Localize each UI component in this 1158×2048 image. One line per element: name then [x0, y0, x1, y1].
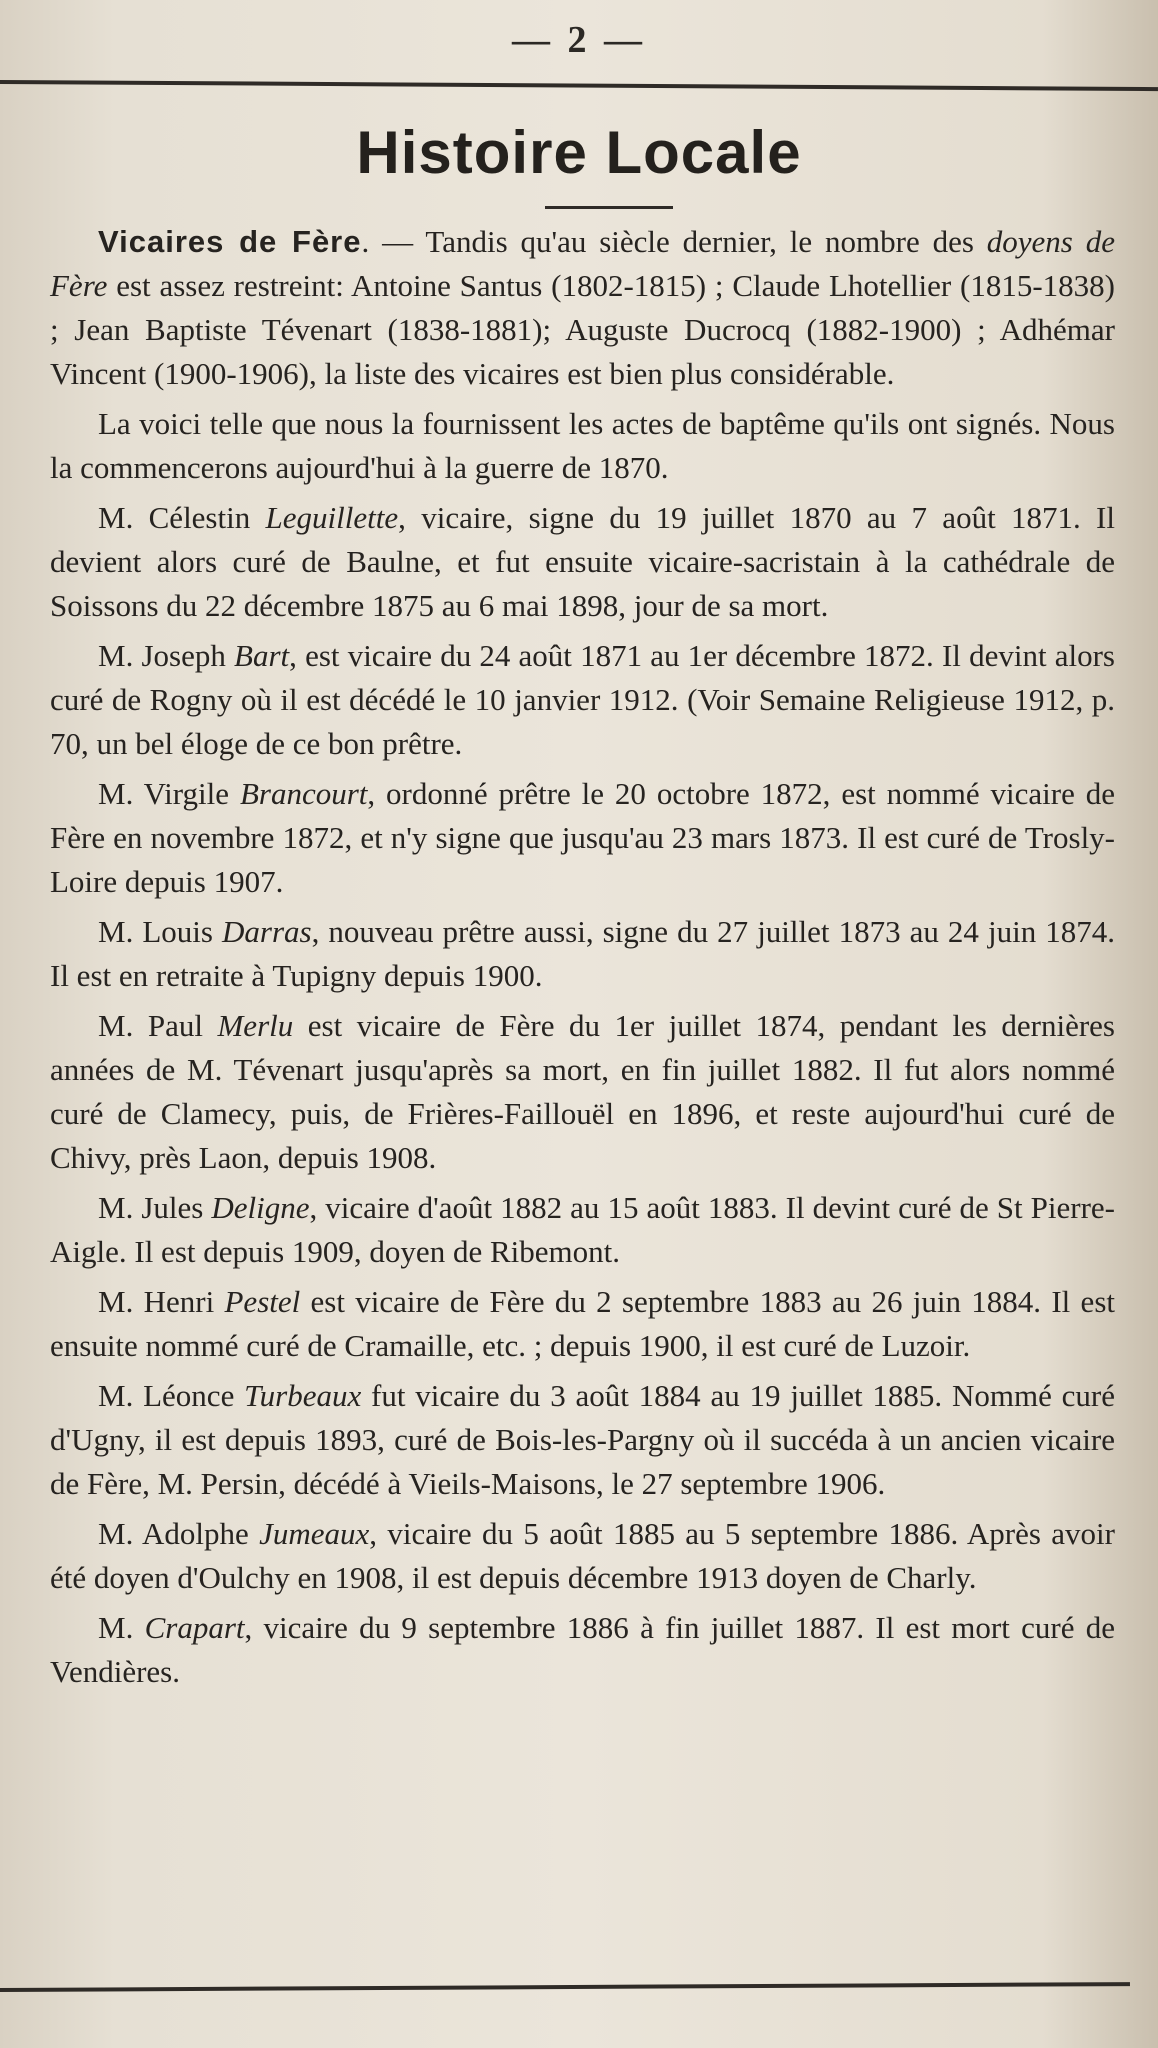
paragraph-vicaire: M. Louis Darras, nouveau prêtre aussi, signe du 27 juillet 1873 au 24 juin 1874. Il est en retraite à Tupigny depuis 1900. [50, 914, 1115, 993]
vicaire-name: Leguillette [265, 500, 399, 535]
paragraph-vicaire: M. Joseph Bart, est vicaire du 24 août 1871 au 1er décembre 1872. Il devint alors curé de Rogny où il est décédé le 10 janvier 1912. (Voir Semaine Religieuse 1912, p. 70, un bel éloge de ce bon prêtre. [50, 638, 1115, 761]
section-lead: Vicaires de Fère [98, 224, 362, 259]
vicaire-name: Jumeaux [259, 1516, 370, 1551]
paragraph-list-intro: La voici telle que nous la fournissent les actes de baptême qu'ils ont signés. Nous la commencerons aujourd'hui à la guerre de 1870. [50, 406, 1115, 485]
paragraph-vicaire: M. Adolphe Jumeaux, vicaire du 5 août 1885 au 5 septembre 1886. Après avoir été doyen d'Oulchy en 1908, il est depuis décembre 1913 doyen de Charly. [50, 1516, 1115, 1595]
page-number: — 2 — [512, 19, 646, 61]
vicaire-name: Crapart [144, 1610, 245, 1645]
paragraph-vicaire: M. Crapart, vicaire du 9 septembre 1886 à fin juillet 1887. Il est mort curé de Vendières. [50, 1610, 1115, 1689]
vicaire-name: Brancourt [239, 776, 368, 811]
vicaire-name: Pestel [224, 1284, 301, 1319]
vicaire-name: Deligne [211, 1190, 310, 1225]
vicaire-name: Merlu [217, 1008, 294, 1043]
paragraph-vicaire: M. Léonce Turbeaux fut vicaire du 3 août 1884 au 19 juillet 1885. Nommé curé d'Ugny, il est depuis 1893, curé de Bois-les-Pargny où il succéda à un ancien vicaire de Fère, M. Persin, décédé à Vieils-Maisons, le 27 septembre 1906. [50, 1378, 1115, 1501]
paragraph-vicaire: M. Virgile Brancourt, ordonné prêtre le 20 octobre 1872, est nommé vicaire de Fère en novembre 1872, et n'y signe que jusqu'au 23 mars 1873. Il est curé de Trosly-Loire depuis 1907. [50, 776, 1116, 899]
vicaire-name: Turbeaux [244, 1378, 362, 1413]
paragraph-vicaire: M. Henri Pestel est vicaire de Fère du 2 septembre 1883 au 26 juin 1884. Il est ensuite nommé curé de Cramaille, etc. ; depuis 1900, il est curé de Luzoir. [50, 1284, 1115, 1363]
vicaire-name: Bart [234, 638, 290, 673]
bottom-rule [0, 1982, 1130, 1992]
title-underline [545, 206, 673, 209]
paragraph-intro: Vicaires de Fère. — Tandis qu'au siècle dernier, le nombre des doyens de Fère est assez restreint: Antoine Santus (1802-1815) ; Claude Lhotellier (1815-1838) ; Jean Baptiste Tévenart (1838-1881); Auguste Ducrocq (1882-1900) ; Adhémar Vincent (1900-1906), la liste des vicaires est bien plus considérable. [50, 224, 1115, 391]
article-body [50, 220, 1115, 1700]
page-title: Histoire Locale [356, 119, 802, 186]
top-rule [0, 80, 1158, 91]
paragraph-vicaire: M. Jules Deligne, vicaire d'août 1882 au 15 août 1883. Il devint curé de St Pierre-Aigle. Il est depuis 1909, doyen de Ribemont. [50, 1190, 1115, 1269]
paragraph-vicaire: M. Célestin Leguillette, vicaire, signe du 19 juillet 1870 au 7 août 1871. Il devient alors curé de Baulne, et fut ensuite vicaire-sacristain à la cathédrale de Soissons du 22 décembre 1875 au 6 mai 1898, jour de sa mort. [50, 500, 1115, 623]
paragraph-vicaire: M. Paul Merlu est vicaire de Fère du 1er juillet 1874, pendant les dernières années de M. Tévenart jusqu'après sa mort, en fin juillet 1882. Il fut alors nommé curé de Clamecy, puis, de Frières-Faillouël en 1896, et reste aujourd'hui curé de Chivy, près Laon, depuis 1908. [50, 1008, 1115, 1175]
vicaire-name: Darras [222, 914, 312, 949]
